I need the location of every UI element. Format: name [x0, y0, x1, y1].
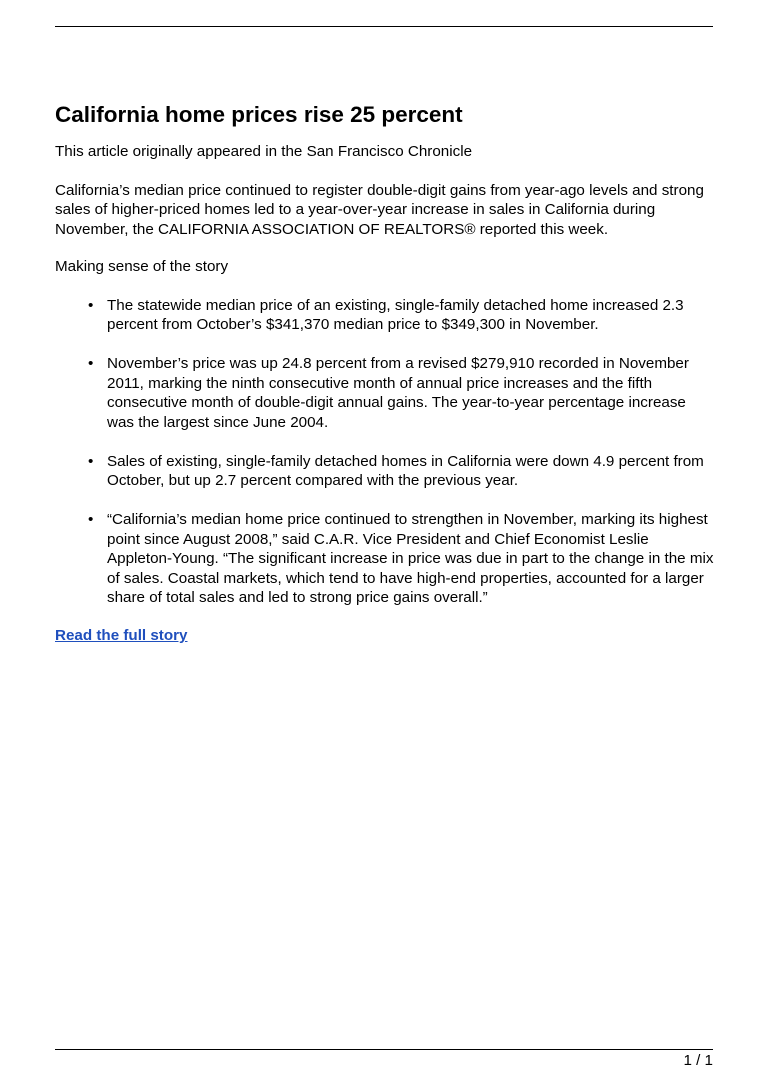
- bullet-icon: •: [88, 452, 94, 470]
- article-title: California home prices rise 25 percent: [55, 102, 463, 127]
- bullet-text: November’s price was up 24.8 percent from a revised $279,910 recorded in November 2011, marking the ninth consecutive month of annual price increases and the fifth consecutive month of double-digit annual gains. The year-to-year percentage increase was the largest since June 2004.: [107, 355, 689, 431]
- bullet-text: Sales of existing, single-family detached homes in California were down 4.9 percent from October, but up 2.7 percent compared with the previous year.: [107, 452, 704, 489]
- bullet-icon: •: [88, 511, 94, 528]
- article-intro: California’s median price continued to register double-digit gains from year-ago levels and strong sales of higher-priced homes led to a year-over-year increase in sales in California during November, the CALIFORNIA ASSOCIATION OF REALTORS® reported this week.: [55, 181, 704, 238]
- bullet-text: The statewide median price of an existing, single-family detached home increased 2.3 percent from October’s $341,370 median price to $349,300 in November.: [107, 296, 684, 333]
- article-body: [55, 98, 715, 646]
- list-item: [55, 354, 715, 432]
- list-item: [55, 452, 715, 491]
- bullet-text: “California’s median home price continued to strengthen in November, marking its highest point since August 2008,” said C.A.R. Vice President and Chief Economist Leslie Appleton-Young. “The significant increase in price was due in part to the change in the mix of sales. Coastal markets, which tend to have high-end properties, accounted for a larger share of total sales and led to strong price gains overall.”: [107, 511, 714, 606]
- page-number: 1 / 1: [683, 1052, 713, 1069]
- list-item: [55, 296, 715, 335]
- bullet-icon: •: [88, 296, 94, 314]
- header-rule: [55, 26, 713, 27]
- footer-rule: [55, 1049, 713, 1050]
- bullet-list: [55, 296, 715, 608]
- article-subheading: Making sense of the story: [55, 258, 229, 275]
- article-source: This article originally appeared in the San Francisco Chronicle: [55, 143, 473, 160]
- read-full-story-link[interactable]: Read the full story: [55, 627, 188, 644]
- list-item: [55, 510, 715, 608]
- bullet-icon: •: [88, 355, 94, 372]
